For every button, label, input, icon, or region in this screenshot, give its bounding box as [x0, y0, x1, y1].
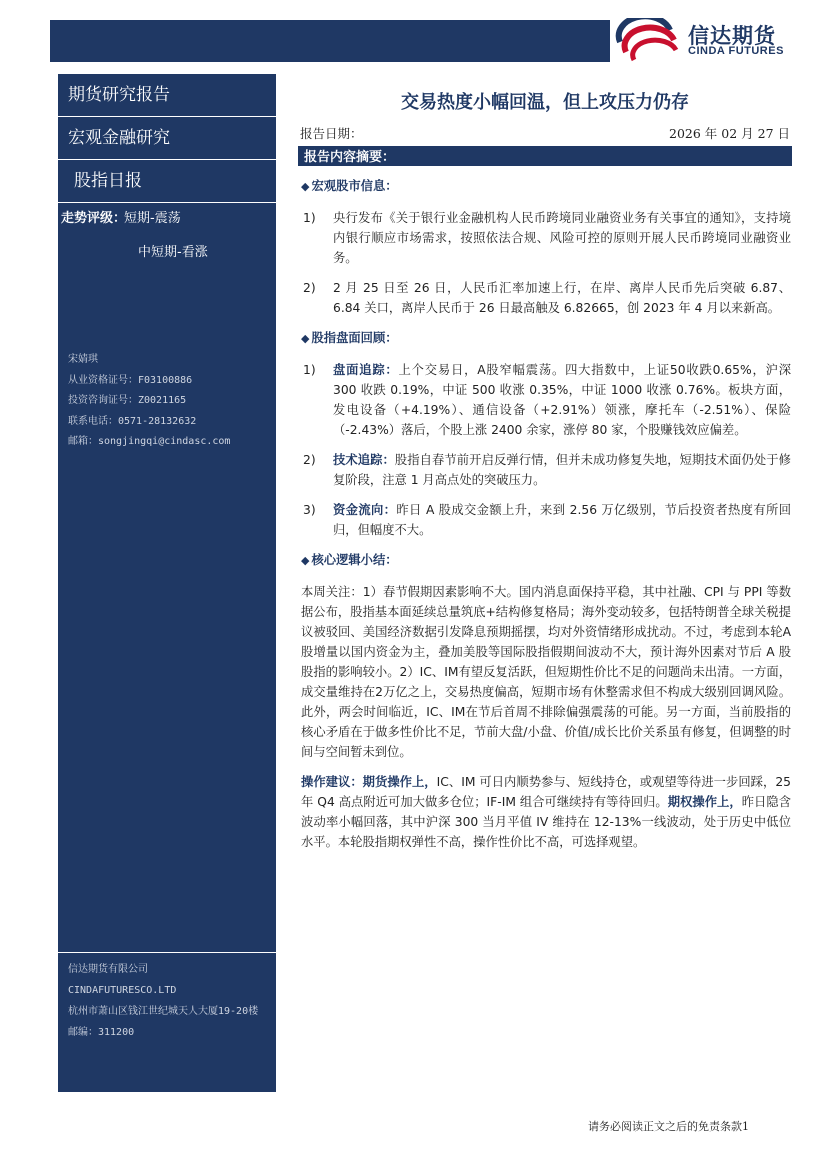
section-title-advice: 操作建议：	[301, 775, 363, 789]
advice-paragraph	[301, 772, 791, 852]
analyst-phone: 联系电话：0571-28132632	[68, 415, 197, 427]
company-logo	[612, 18, 802, 66]
sidebar-heading-research-area: 宏观金融研究	[58, 117, 276, 160]
logic-paragraph: 本周关注：1）春节假期因素影响不大。国内消息面保持平稳，其中社融、CPI 与 PPI 等数据公布，股指基本面延续总量筑底+结构修复格局；海外变动较多，包括特朗普全球关税提议被驳回、美国经济数据引发降息预期摇摆，均对外资情绪形成扰动。不过，考虑到本轮A股增量以国内资金为主，叠加美股等国际股指假期间波动不大，预计海外因素对节后 A 股股指的影响较小。2）IC、IM有望反复活跃，但短期性价比不足的问题尚未出清。一方面，成交量维持在2万亿之上，交易热度偏高，短期市场有休整需求但不构成大级别回调风险。此外，两会时间临近，IC、IM在节后首周不排除偏强震荡的可能。另一方面，当前股指的核心矛盾在于做多性价比不足，节前大盘/小盘、价值/成长比价关系虽有修复，但调整的时间与空间暂未到位。	[301, 585, 791, 759]
item-number: 1)	[303, 211, 316, 225]
item-key: 资金流向：	[333, 503, 397, 517]
list-item	[301, 500, 791, 540]
advice-futures-text: IC、IM 可日内顺势参与、短线持仓，或观望等待进一步回踩，25 年 Q4 高点附近可加大做多仓位；IF-IM 组合可继续持有等待回归。	[301, 775, 791, 809]
disclaimer-note: 请务必阅读正文之后的免责条款1	[588, 1120, 749, 1133]
company-postcode: 邮编：311200	[68, 1027, 135, 1038]
trend-rating	[58, 203, 276, 323]
list-item	[301, 450, 791, 490]
section-title-review: ◆ 股指盘面回顾：	[301, 328, 791, 349]
cinda-logo-icon	[612, 18, 682, 66]
rating-label: 走势评级：	[61, 211, 127, 226]
item-number: 3)	[303, 503, 316, 517]
item-number: 2)	[303, 281, 316, 295]
analyst-consult-license: 投资咨询证号：Z0021165	[68, 395, 187, 406]
report-title: 交易热度小幅回温，但上攻压力仍存	[401, 92, 689, 113]
summary-header-bar	[298, 146, 792, 166]
section-title-logic: ◆ 核心逻辑小结：	[301, 550, 791, 571]
advice-options-key: 期权操作上，	[667, 795, 742, 809]
item-key: 技术追踪：	[333, 453, 395, 467]
analyst-email[interactable]: 邮箱：songjingqi@cindasc.com	[68, 436, 231, 447]
sidebar	[58, 74, 276, 1092]
analyst-name: 宋婧琪	[68, 354, 98, 365]
advice-options-text: 昨日隐含波动率小幅回落，其中沪深 300 当月平值 IV 维持在 12-13%一线波动，处于历史中低位水平。本轮股指期权弹性不高，操作性价比不高，可选择观望。	[301, 795, 791, 849]
logo-name-en: CINDA FUTURES	[688, 45, 784, 57]
logo-name-cn: 信达期货	[688, 24, 776, 48]
item-number: 2)	[303, 453, 316, 467]
item-text: 央行发布《关于银行业金融机构人民币跨境同业融资业务有关事宜的通知》，支持境内银行顺应市场需求，按照依法合规、风险可控的原则开展人民币跨境同业融资业务。	[333, 211, 791, 265]
list-item	[301, 278, 791, 318]
item-text: 2 月 25 日至 26 日，人民币汇率加速上行，在岸、离岸人民币先后突破 6.87、6.84 关口，离岸人民币于 26 日最高触及 6.82665，创 2023 年 4 月以来新高。	[333, 281, 791, 315]
rating-mid-term: 中短期-看涨	[138, 245, 208, 260]
header-bar	[50, 20, 610, 62]
item-text: 上个交易日，A股窄幅震荡。四大指数中，上证50收跌0.65%，沪深 300 收跌 0.19%，中证 500 收涨 0.35%，中证 1000 收涨 0.76%。板块方面，发电设备（+4.19%）、通信设备（+2.91%）领涨，摩托车（-2.51%）、保险（-2.43%）落后，个股上涨 2400 余家，涨停 80 家，个股赚钱效应偏差。	[333, 363, 791, 437]
section-title-macro: ◆ 宏观股市信息：	[301, 176, 791, 197]
company-site: CINDAFUTURESCO.LTD	[68, 985, 177, 996]
item-text: 昨日 A 股成交金额上升，来到 2.56 万亿级别，节后投资者热度有所回归，但幅度不大。	[333, 503, 791, 537]
list-item	[301, 360, 791, 440]
item-text: 股指自春节前开启反弹行情，但并未成功修复失地，短期技术面仍处于修复阶段，注意 1 月高点处的突破压力。	[333, 453, 791, 487]
report-date-value: 2026 年 02 月 27 日	[669, 126, 790, 141]
report-date-row	[300, 124, 790, 142]
item-number: 1)	[303, 363, 316, 377]
sidebar-heading-report-name: 股指日报	[58, 160, 276, 203]
report-date-label: 报告日期：	[300, 126, 363, 141]
rating-short-term: 短期-震荡	[124, 211, 181, 226]
analyst-qualification: 从业资格证号：F03100886	[68, 374, 193, 386]
item-key: 盘面追踪：	[333, 363, 399, 377]
summary-label: 报告内容摘要：	[304, 150, 396, 165]
sidebar-heading-report-type: 期货研究报告	[58, 74, 276, 117]
company-name: 信达期货有限公司	[68, 964, 148, 975]
report-body	[301, 176, 791, 862]
company-info	[58, 952, 276, 1043]
advice-futures-key: 期货操作上，	[362, 775, 437, 789]
company-address: 杭州市萧山区钱江世纪城天人大厦19-20楼	[68, 1006, 259, 1017]
list-item	[301, 208, 791, 268]
analyst-info	[68, 350, 230, 453]
